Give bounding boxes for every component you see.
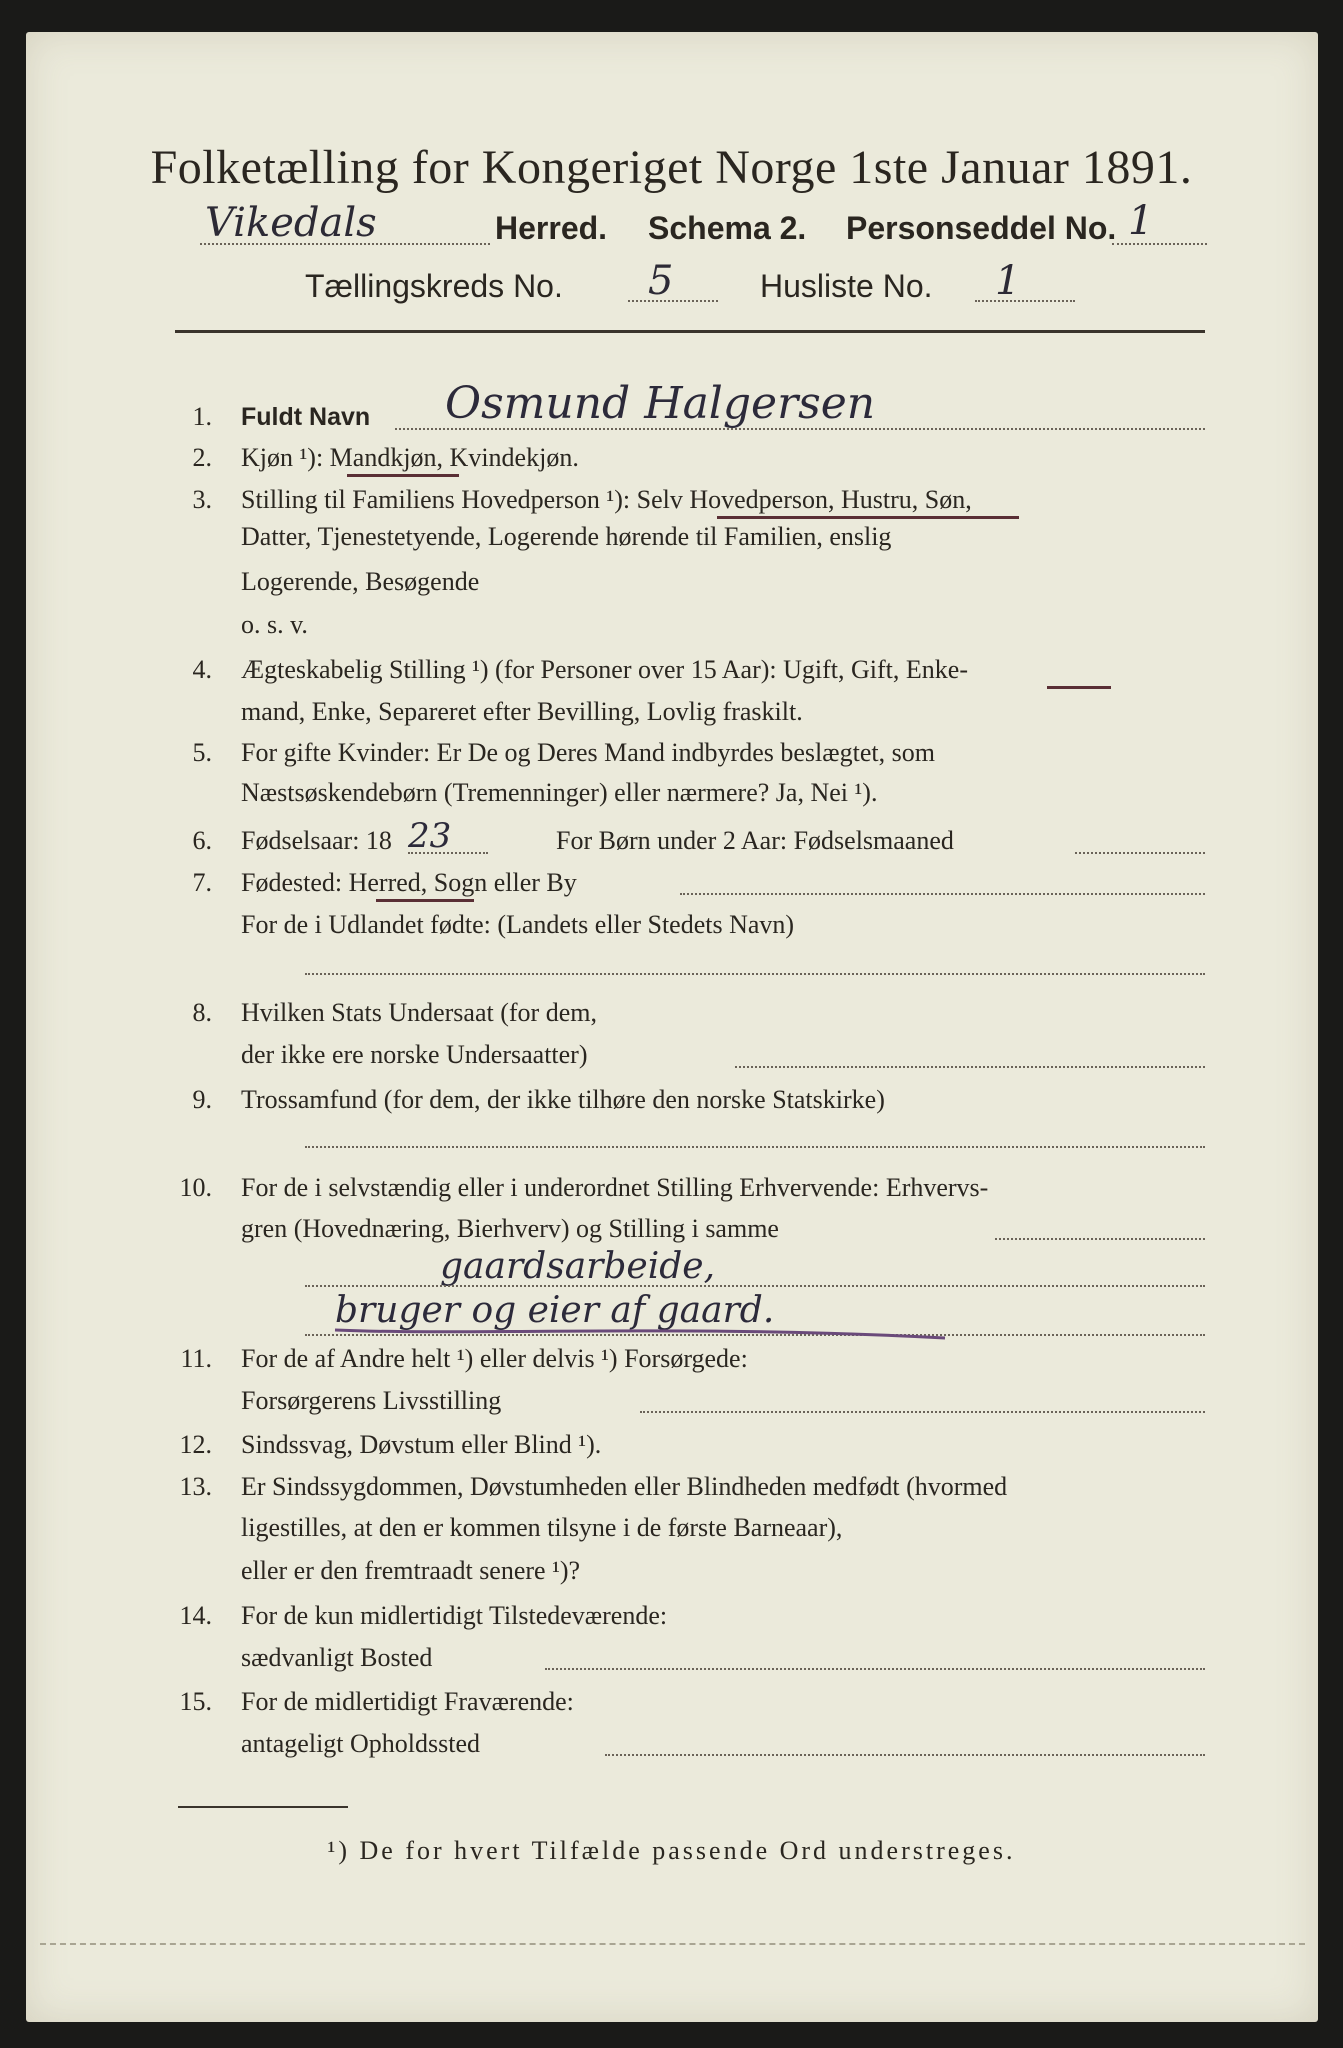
item-4-line-2: mand, Enke, Separeret efter Bevilling, Lovlig fraskilt. (241, 697, 803, 726)
herred-label: Herred. (495, 210, 608, 246)
item-7-line-1: Fødested: Herred, Sogn eller By (241, 868, 577, 897)
item-13-line-1: Er Sindssygdommen, Døvstumheden eller Blindheden medfødt (hvormed (241, 1472, 1008, 1501)
item-14-line-2: sædvanligt Bosted (241, 1643, 433, 1672)
footnote: ¹) De for hvert Tilfælde passende Ord understreges. (327, 1836, 1016, 1865)
item-number: 6. (192, 826, 212, 855)
item-number: 14. (179, 1601, 212, 1630)
full-name-handwritten: Osmund Halgersen (445, 378, 876, 429)
item-6-birthyear-label: Fødselsaar: 18 (241, 826, 392, 855)
item-9-line-1: Trossamfund (for dem, der ikke tilhøre den norske Statskirke) (241, 1085, 885, 1114)
item-number: 15. (179, 1687, 212, 1716)
item-4-line-1: Ægteskabelig Stilling ¹) (for Personer over 15 Aar): Ugift, Gift, Enke- (241, 655, 968, 684)
item-number: 5. (192, 738, 212, 767)
item-1-label: Fuldt Navn (241, 403, 371, 431)
item-9-fill (305, 1146, 1205, 1148)
underline-herred (376, 899, 474, 902)
item-11-fill (640, 1411, 1205, 1413)
birth-year-handwritten: 23 (408, 816, 452, 856)
item-8-line-1: Hvilken Stats Undersaat (for dem, (241, 998, 597, 1027)
kreds-dotted-line (628, 300, 718, 302)
kreds-number-handwritten: 5 (648, 258, 674, 304)
item-12-line-1: Sindssvag, Døvstum eller Blind ¹). (241, 1430, 602, 1459)
underline-selv-hovedperson (717, 516, 1019, 519)
item-13-line-3: eller er den fremtraadt senere ¹)? (241, 1556, 581, 1585)
item-number: 8. (192, 998, 212, 1027)
husliste-dotted-line (975, 300, 1075, 302)
item-number: 10. (179, 1173, 212, 1202)
perforation-line (40, 1943, 1305, 1945)
occupation-underline-stroke (330, 1322, 950, 1346)
item-10-fill-2 (305, 1285, 1205, 1287)
item-10-line-2: gren (Hovednæring, Bierhverv) og Stilling i samme (241, 1214, 779, 1243)
item-3-line-3: Logerende, Besøgende (241, 567, 480, 596)
item-number: 1. (192, 402, 212, 431)
item-15-line-1: For de midlertidigt Fraværende: (241, 1687, 574, 1716)
underline-gift (1047, 686, 1111, 689)
item-3-line-1: Stilling til Familiens Hovedperson ¹): Selv Hovedperson, Hustru, Søn, (241, 485, 972, 514)
header-rule (175, 330, 1205, 333)
item-15-line-2: antageligt Opholdssted (241, 1729, 481, 1758)
item-6-month-fill (1075, 852, 1205, 854)
occupation-handwritten-1: gaardsarbeide, (440, 1246, 716, 1287)
item-6-birthmonth-label: For Børn under 2 Aar: Fødselsmaaned (556, 826, 954, 855)
husliste-number-handwritten: 1 (995, 258, 1021, 304)
item-number: 2. (192, 443, 212, 472)
schema-label: Schema 2. (648, 210, 807, 246)
item-5-line-1: For gifte Kvinder: Er De og Deres Mand indbyrdes beslægtet, som (241, 738, 935, 767)
herred-dotted-line (200, 243, 490, 245)
item-number: 12. (179, 1430, 212, 1459)
item-2-text: Kjøn ¹): Mandkjøn, Kvindekjøn. (241, 443, 579, 472)
item-6-year-fill (408, 852, 488, 854)
item-5-line-2: Næstsøskendebørn (Tremenninger) eller nærmere? Ja, Nei ¹). (241, 778, 878, 807)
item-13-line-2: ligestilles, at den er kommen tilsyne i de første Barneaar), (241, 1513, 843, 1542)
item-11-line-1: For de af Andre helt ¹) eller delvis ¹) Forsørgede: (241, 1344, 748, 1373)
item-11-line-2: Forsørgerens Livsstilling (241, 1386, 502, 1415)
husliste-label: Husliste No. (760, 268, 933, 304)
item-number: 7. (192, 868, 212, 897)
item-3-line-4: o. s. v. (241, 610, 308, 639)
item-7-line-2: For de i Udlandet fødte: (Landets eller Stedets Navn) (241, 910, 795, 939)
kreds-label: Tællingskreds No. (305, 268, 563, 304)
item-3-line-2: Datter, Tjenestetyende, Logerende hørende til Familien, enslig (241, 522, 892, 551)
personseddel-number-handwritten: 1 (1128, 198, 1154, 244)
herred-name-handwritten: Vikedals (205, 200, 377, 246)
item-8-line-2: der ikke ere norske Undersaatter) (241, 1040, 588, 1069)
item-number: 9. (192, 1085, 212, 1114)
item-7-fill-2 (305, 973, 1205, 975)
personseddel-label: Personseddel No. (846, 210, 1117, 246)
item-15-fill (605, 1754, 1205, 1756)
item-number: 13. (179, 1472, 212, 1501)
item-10-line-1: For de i selvstændig eller i underordnet Stilling Erhvervende: Erhvervs- (241, 1173, 989, 1202)
item-number: 4. (192, 655, 212, 684)
item-10-fill-1 (995, 1238, 1205, 1240)
item-number: 3. (192, 485, 212, 514)
footnote-rule (178, 1806, 348, 1808)
item-7-fill-1 (680, 893, 1205, 895)
underline-mandkjon (347, 474, 459, 477)
item-number: 11. (180, 1344, 212, 1373)
form-title: Folketælling for Kongeriget Norge 1ste Januar 1891. (150, 141, 1193, 194)
item-14-line-1: For de kun midlertidigt Tilstedeværende: (241, 1601, 668, 1630)
occupation-handwritten-2: bruger og eier af gaard. (335, 1290, 775, 1331)
item-14-fill (545, 1668, 1205, 1670)
item-8-fill (735, 1066, 1205, 1068)
personseddel-dotted-line (1112, 243, 1207, 245)
